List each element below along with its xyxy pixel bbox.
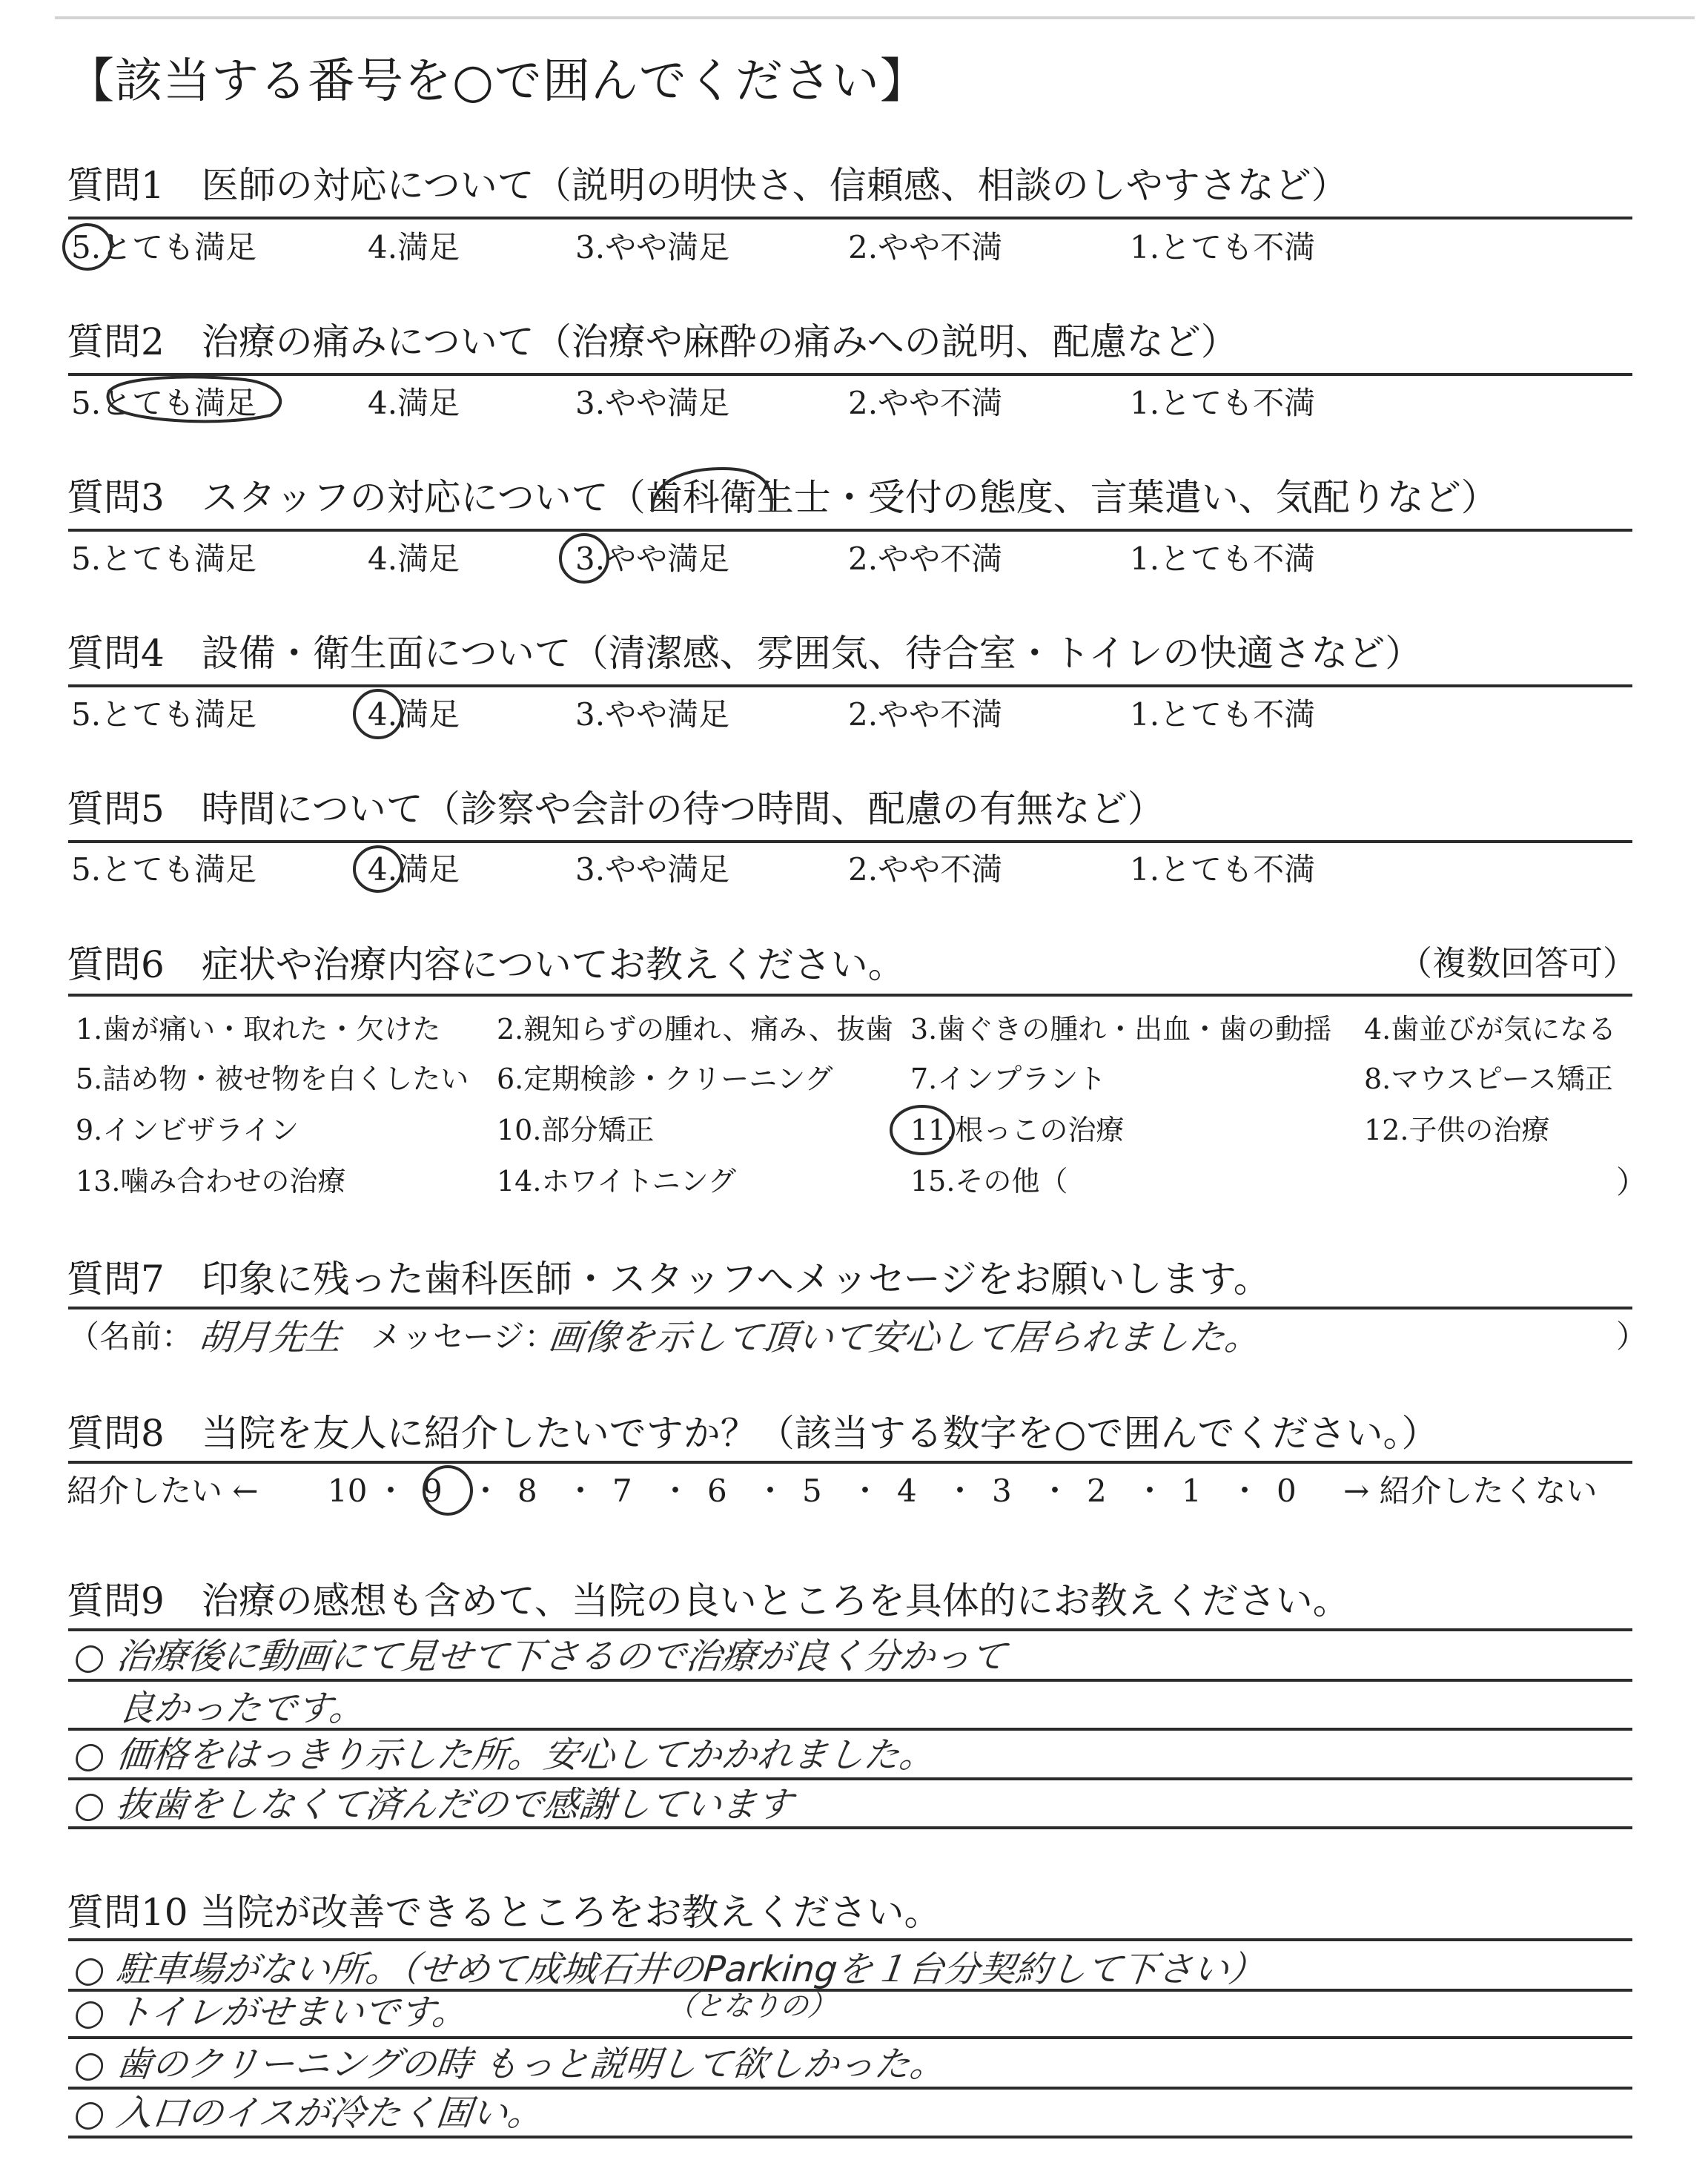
q6-option-5[interactable]: 5.詰め物・被せ物を白くしたい — [76, 1063, 469, 1095]
q2-option-1[interactable]: 1.とても不満 — [1130, 385, 1316, 421]
q3-option-2[interactable]: 2.やや不満 — [848, 541, 1003, 577]
q5-option-5[interactable]: 5.とても満足 — [71, 851, 257, 888]
q8-scale-separator: ・ — [755, 1473, 787, 1509]
q2-option-4[interactable]: 4.満足 — [368, 385, 460, 421]
question-1-title: 質問1 医師の対応について（説明の明快さ、信頼感、相談のしやすさなど） — [67, 164, 1348, 207]
q6-option-7[interactable]: 7.インプラント — [910, 1063, 1107, 1095]
page-top-border — [55, 16, 1695, 19]
q6-option-15[interactable]: 15.その他（ — [910, 1165, 1068, 1198]
q8-scale-7[interactable]: 7 — [612, 1473, 632, 1509]
q5-option-1[interactable]: 1.とても不満 — [1130, 851, 1316, 888]
q6-multiple-answers-note: （複数回答可） — [1398, 943, 1637, 983]
q3-option-3[interactable]: 3.やや満足 — [575, 541, 730, 577]
q6-option-3[interactable]: 3.歯ぐきの腫れ・出血・歯の動揺 — [910, 1013, 1332, 1046]
q10-answer-line-3[interactable]: ○ 歯のクリーニングの時 もっと説明して欲しかった。 — [72, 2044, 948, 2085]
question-9-rule — [68, 1628, 1632, 1631]
q3-option-5[interactable]: 5.とても満足 — [71, 541, 257, 577]
question-2-title: 質問2 治療の痛みについて（治療や麻酔の痛みへの説明、配慮など） — [67, 320, 1238, 363]
q10-answer-line-4[interactable]: ○ 入口のイスが冷たく固い。 — [72, 2093, 546, 2134]
q9-answer-rule-2 — [68, 1728, 1632, 1731]
q6-option-1[interactable]: 1.歯が痛い・取れた・欠けた — [76, 1013, 441, 1046]
q9-answer-rule-4 — [68, 1826, 1632, 1829]
q1-option-1[interactable]: 1.とても不満 — [1130, 229, 1316, 265]
q8-left-label: 紹介したい ← — [67, 1473, 259, 1509]
q7-message-value[interactable]: 画像を示して頂いて安心して居られました。 — [546, 1317, 1262, 1358]
question-10-rule — [68, 1938, 1632, 1941]
q5-option-4[interactable]: 4.満足 — [368, 851, 460, 888]
q1-option-3[interactable]: 3.やや満足 — [575, 229, 730, 265]
q1-option-4[interactable]: 4.満足 — [368, 229, 460, 265]
question-6-rule — [68, 994, 1632, 997]
q8-scale-separator: ・ — [1134, 1473, 1166, 1509]
q8-scale-separator: ・ — [850, 1473, 881, 1509]
q8-scale-0[interactable]: 0 — [1277, 1473, 1297, 1509]
question-8-title: 質問8 当院を友人に紹介したいですか？（該当する数字を○で囲んでください。） — [67, 1412, 1439, 1455]
question-3-rule — [68, 529, 1632, 532]
q8-scale-9[interactable]: 9 — [423, 1473, 443, 1509]
q9-answer-line-2[interactable]: 良かったです。 — [116, 1688, 368, 1729]
q2-option-2[interactable]: 2.やや不満 — [848, 385, 1003, 421]
q8-scale-2[interactable]: 2 — [1087, 1473, 1107, 1509]
q6-option-8[interactable]: 8.マウスピース矯正 — [1364, 1063, 1613, 1095]
q8-scale-1[interactable]: 1 — [1182, 1473, 1202, 1509]
q8-scale-6[interactable]: 6 — [707, 1473, 727, 1509]
q6-option-2[interactable]: 2.親知らずの腫れ、痛み、抜歯 — [497, 1013, 893, 1046]
q4-option-3[interactable]: 3.やや満足 — [575, 696, 730, 733]
q9-answer-rule-3 — [68, 1777, 1632, 1780]
page-title: 【該当する番号を○で囲んでください】 — [67, 54, 928, 109]
q8-scale-3[interactable]: 3 — [992, 1473, 1012, 1509]
q1-option-5[interactable]: 5.とても満足 — [71, 229, 257, 265]
question-9-title: 質問9 治療の感想も含めて、当院の良いところを具体的にお教えください。 — [67, 1579, 1350, 1622]
question-2-rule — [68, 373, 1632, 376]
q4-option-4[interactable]: 4.満足 — [368, 696, 460, 733]
q8-scale-separator: ・ — [1039, 1473, 1071, 1509]
q8-scale-separator: ・ — [1229, 1473, 1261, 1509]
q3-option-1[interactable]: 1.とても不満 — [1130, 541, 1316, 577]
q9-answer-line-3[interactable]: ○ 価格をはっきり示した所。安心してかかれました。 — [72, 1734, 938, 1776]
q8-scale-separator: ・ — [660, 1473, 692, 1509]
question-5-title: 質問5 時間について（診察や会計の待つ時間、配慮の有無など） — [67, 787, 1165, 830]
q6-option-13[interactable]: 13.噛み合わせの治療 — [76, 1165, 346, 1198]
question-1-rule — [68, 217, 1632, 219]
question-3-title: 質問3 スタッフの対応について（歯科衛生士・受付の態度、言葉遣い、気配りなど） — [67, 476, 1498, 519]
question-4-rule — [68, 684, 1632, 687]
q6-option-12[interactable]: 12.子供の治療 — [1364, 1114, 1550, 1146]
q4-option-2[interactable]: 2.やや不満 — [848, 696, 1003, 733]
q7-name-value[interactable]: 胡月先生 — [196, 1317, 343, 1358]
q4-option-5[interactable]: 5.とても満足 — [71, 696, 257, 733]
q6-other-close-paren: ） — [1616, 1164, 1648, 1200]
q9-answer-line-1[interactable]: ○ 治療後に動画にて見せて下さるので治療が良く分かって — [72, 1636, 1009, 1677]
q8-scale-separator: ・ — [470, 1473, 502, 1509]
q9-answer-rule-1 — [68, 1679, 1632, 1682]
q7-name-label: （名前： — [68, 1318, 193, 1355]
question-5-rule — [68, 840, 1632, 843]
q8-scale-10[interactable]: 10 — [328, 1473, 368, 1509]
q6-option-10[interactable]: 10.部分矯正 — [497, 1114, 655, 1146]
q3-option-4[interactable]: 4.満足 — [368, 541, 460, 577]
q8-scale-8[interactable]: 8 — [517, 1473, 537, 1509]
q8-scale-separator: ・ — [375, 1473, 407, 1509]
question-4-title: 質問4 設備・衛生面について（清潔感、雰囲気、待合室・トイレの快適さなど） — [67, 632, 1423, 675]
q10-answer-rule-4 — [68, 2136, 1632, 2138]
q10-answer-rule-3 — [68, 2087, 1632, 2090]
question-7-title: 質問7 印象に残った歯科医師・スタッフへメッセージをお願いします。 — [67, 1258, 1271, 1301]
question-8-rule — [68, 1461, 1632, 1464]
q8-scale-separator: ・ — [944, 1473, 976, 1509]
q7-message-label: メッセージ： — [371, 1318, 556, 1355]
q1-option-2[interactable]: 2.やや不満 — [848, 229, 1003, 265]
q6-option-9[interactable]: 9.インビザライン — [76, 1114, 299, 1146]
q8-scale-4[interactable]: 4 — [897, 1473, 917, 1509]
q8-scale-5[interactable]: 5 — [802, 1473, 822, 1509]
q6-option-11[interactable]: 11.根っこの治療 — [910, 1114, 1125, 1146]
question-10-title: 質問10 当院が改善できるところをお教えください。 — [67, 1891, 941, 1934]
q10-answer-line-2[interactable]: ○ トイレがせまいです。 — [72, 1992, 470, 2033]
q6-option-14[interactable]: 14.ホワイトニング — [497, 1165, 737, 1198]
q10-answer-annotation[interactable]: （となりの） — [665, 1989, 838, 2022]
q9-answer-line-4[interactable]: ○ 抜歯をしなくて済んだので感謝しています — [72, 1784, 795, 1826]
q7-close-paren: ） — [1616, 1318, 1648, 1355]
q6-option-4[interactable]: 4.歯並びが気になる — [1364, 1013, 1617, 1046]
q8-scale-separator: ・ — [565, 1473, 597, 1509]
q10-answer-line-1[interactable]: ○ 駐車場がない所。（せめて成城石井のParkingを１台分契約して下さい） — [72, 1949, 1267, 1990]
question-7-rule — [68, 1307, 1632, 1309]
q2-option-3[interactable]: 3.やや満足 — [575, 385, 730, 421]
q5-option-2[interactable]: 2.やや不満 — [848, 851, 1003, 888]
q6-option-6[interactable]: 6.定期検診・クリーニング — [497, 1063, 833, 1095]
q5-option-3[interactable]: 3.やや満足 — [575, 851, 730, 888]
question-6-title: 質問6 症状や治療内容についてお教えください。 — [67, 943, 905, 986]
q4-option-1[interactable]: 1.とても不満 — [1130, 696, 1316, 733]
q10-answer-rule-2 — [68, 2036, 1632, 2039]
q2-option-5[interactable]: 5.とても満足 — [71, 385, 257, 421]
q8-right-label: → 紹介したくない — [1343, 1473, 1598, 1509]
